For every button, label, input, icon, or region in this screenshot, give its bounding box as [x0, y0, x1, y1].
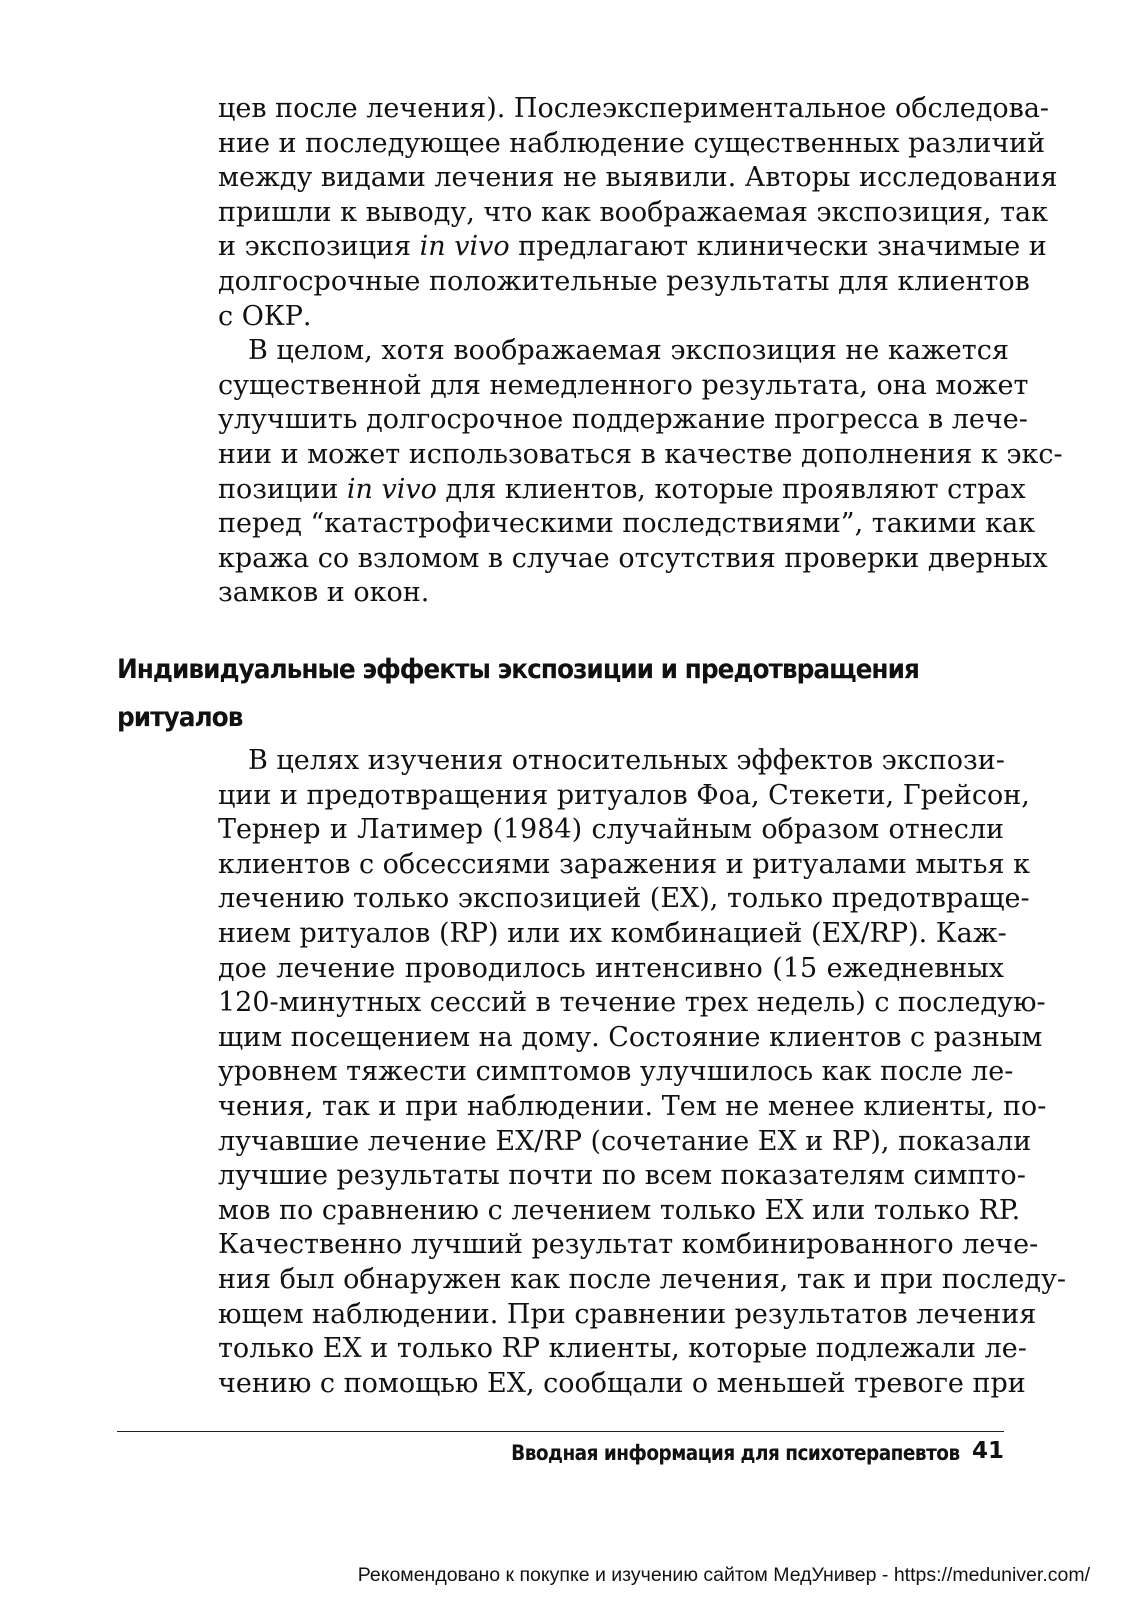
text-line: чению с помощью EX, сообщали о меньшей тревоге при: [218, 1367, 1026, 1399]
page-number: 41: [971, 1438, 1004, 1464]
text-line: Тернер и Латимер (1984) случайным образом отнесли: [218, 814, 1004, 846]
text-line: В целях изучения относительных эффектов экспози-: [248, 745, 1005, 776]
text-line: существенной для немедленного результата, она может: [218, 369, 1029, 401]
section-heading-line-2: ритуалов: [117, 702, 243, 733]
footer-divider: [117, 1431, 1004, 1432]
top-text-block: [218, 92, 1063, 611]
text-line: и экспозиция in vivo предлагают клинически значимые и: [218, 231, 1047, 263]
section-paragraph: [218, 744, 1066, 1401]
text-line: нием ритуалов (RP) или их комбинацией (EX/RP). Каж-: [218, 917, 1007, 949]
text-line: клиентов с обсессиями заражения и ритуалами мытья к: [218, 848, 1030, 880]
text-line: кража со взломом в случае отсутствия проверки дверных: [218, 542, 1048, 574]
text-line: ющем наблюдении. При сравнении результатов лечения: [218, 1298, 1037, 1330]
text-line: улучшить долгосрочное поддержание прогресса в лече-: [218, 404, 1028, 436]
text-line: долгосрочные положительные результаты для клиентов: [218, 265, 1030, 297]
text-line: щим посещением на дому. Состояние клиентов с разным: [218, 1021, 1043, 1053]
text-line: цев после лечения). Послеэкспериментальное обследова-: [218, 93, 1050, 124]
text-line: чения, так и при наблюдении. Тем не менее клиенты, по-: [218, 1090, 1047, 1122]
text-line: между видами лечения не выявили. Авторы исследования: [218, 162, 1058, 194]
text-line: уровнем тяжести симптомов улучшилось как после ле-: [218, 1056, 1014, 1088]
text-line: с ОКР.: [218, 300, 312, 332]
section-heading: [117, 646, 933, 742]
text-line: Качественно лучший результат комбинированного лече-: [218, 1229, 1039, 1261]
text-line: позиции in vivo для клиентов, которые проявляют страх: [218, 473, 1026, 505]
text-line: нии и может использоваться в качестве дополнения к экс-: [218, 438, 1063, 470]
text-line: В целом, хотя воображаемая экспозиция не кажется: [248, 335, 1009, 367]
text-line: 120-минутных сессий в течение трех недель) с последую-: [218, 987, 1046, 1019]
text-line: лучавшие лечение EX/RP (сочетание EX и RP), показали: [218, 1125, 1032, 1157]
text-line: ние и последующее наблюдение существенных различий: [218, 127, 1046, 159]
section-heading-line-1: Индивидуальные эффекты экспозиции и предотвращения: [117, 654, 919, 685]
text-line: лечению только экспозицией (EX), только предотвраще-: [218, 883, 1030, 915]
text-line: перед “катастрофическими последствиями”, такими как: [218, 508, 1036, 540]
text-line: дое лечение проводилось интенсивно (15 ежедневных: [218, 952, 1004, 984]
text-line: замков и окон.: [218, 577, 430, 609]
text-line: пришли к выводу, что как воображаемая экспозиция, так: [218, 196, 1048, 228]
text-line: лучшие результаты почти по всем показателям симпто-: [218, 1160, 1026, 1192]
text-line: мов по сравнению с лечением только EX или только RP.: [218, 1194, 1021, 1226]
text-line: ния был обнаружен как после лечения, так и при последу-: [218, 1263, 1066, 1295]
paragraph-1: [218, 92, 1058, 334]
paragraph-2: [218, 334, 1063, 611]
section-text-block: [218, 744, 1066, 1401]
text-line: только EX и только RP клиенты, которые подлежали ле-: [218, 1333, 1027, 1365]
running-title: Вводная информация для психотерапевтов: [511, 1441, 960, 1465]
watermark-text: Рекомендовано к покупке и изучению сайтом МедУнивер - https://meduniver.com/: [357, 1564, 1090, 1586]
text-line: ции и предотвращения ритуалов Фоа, Стекети, Грейсон,: [218, 779, 1030, 811]
